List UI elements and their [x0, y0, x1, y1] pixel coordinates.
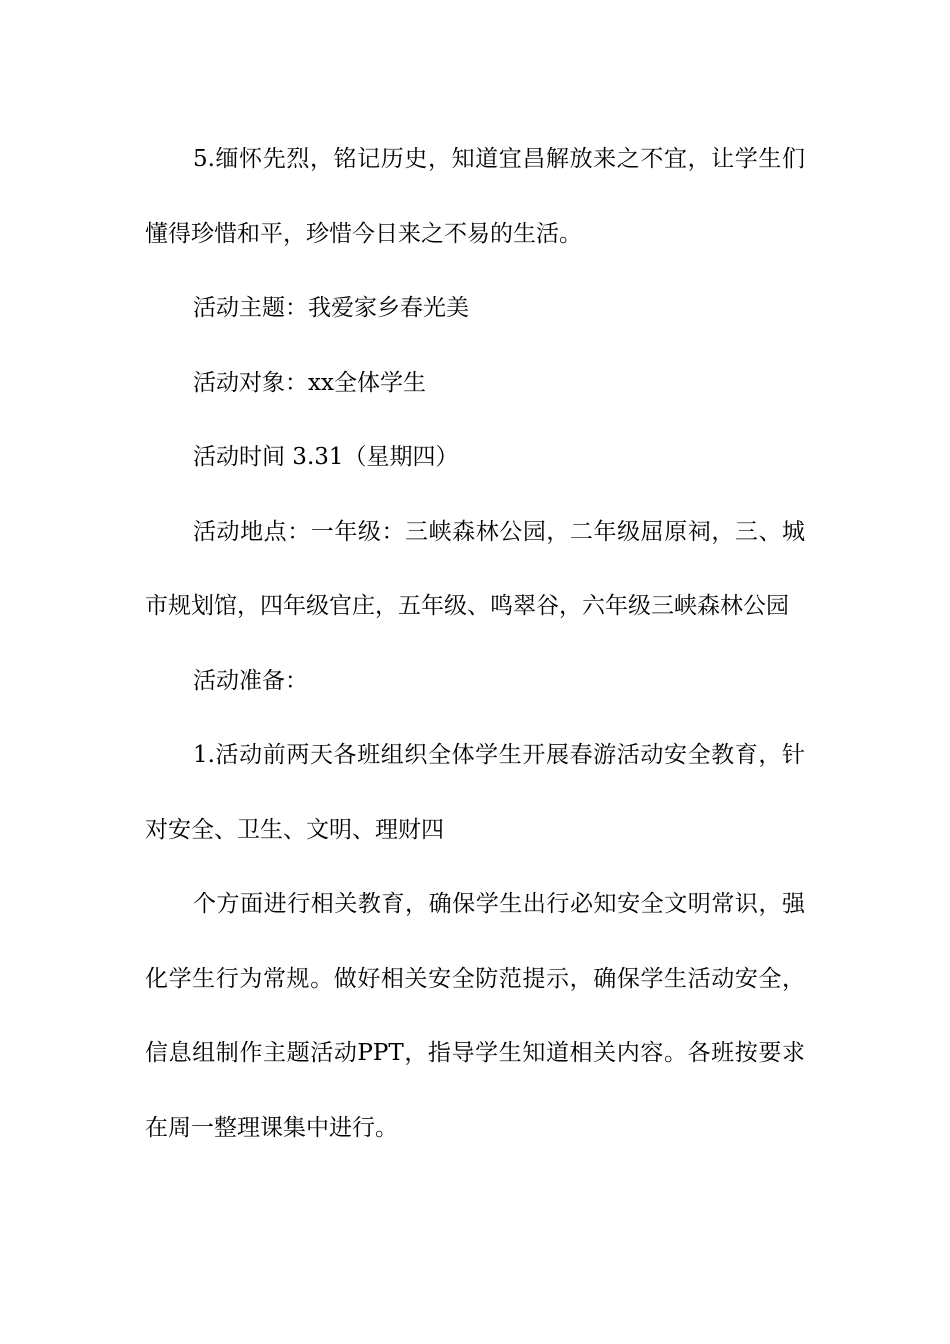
paragraph-activity-participants: 活动对象：xx全体学生: [193, 369, 426, 396]
paragraph-safety-education: 1.活动前两天各班组织全体学生开展春游活动安全教育，针对安全、卫生、文明、理财四: [145, 742, 805, 843]
paragraph-activity-preparation: 活动准备：: [193, 667, 308, 694]
document-body: [145, 122, 805, 1165]
paragraph-activity-location: 活动地点：一年级：三峡森林公园，二年级屈原祠，三、城市规划馆，四年级官庄，五年级、鸣翠谷，六年级三峡森林公园: [145, 518, 805, 619]
paragraph-remember-martyrs: 5.缅怀先烈，铭记历史，知道宜昌解放来之不宜，让学生们懂得珍惜和平，珍惜今日来之不易的生活。: [145, 146, 805, 247]
paragraph-activity-theme: 活动主题：我爱家乡春光美: [193, 295, 469, 321]
paragraph-education-details: 个方面进行相关教育，确保学生出行必知安全文明常识，强化学生行为常规。做好相关安全防范提示，确保学生活动安全，信息组制作主题活动PPT，指导学生知道相关内容。各班按要求在周一整理课集中进行。: [145, 891, 805, 1141]
paragraph-activity-time: 活动时间 3.31（星期四）: [193, 444, 459, 470]
